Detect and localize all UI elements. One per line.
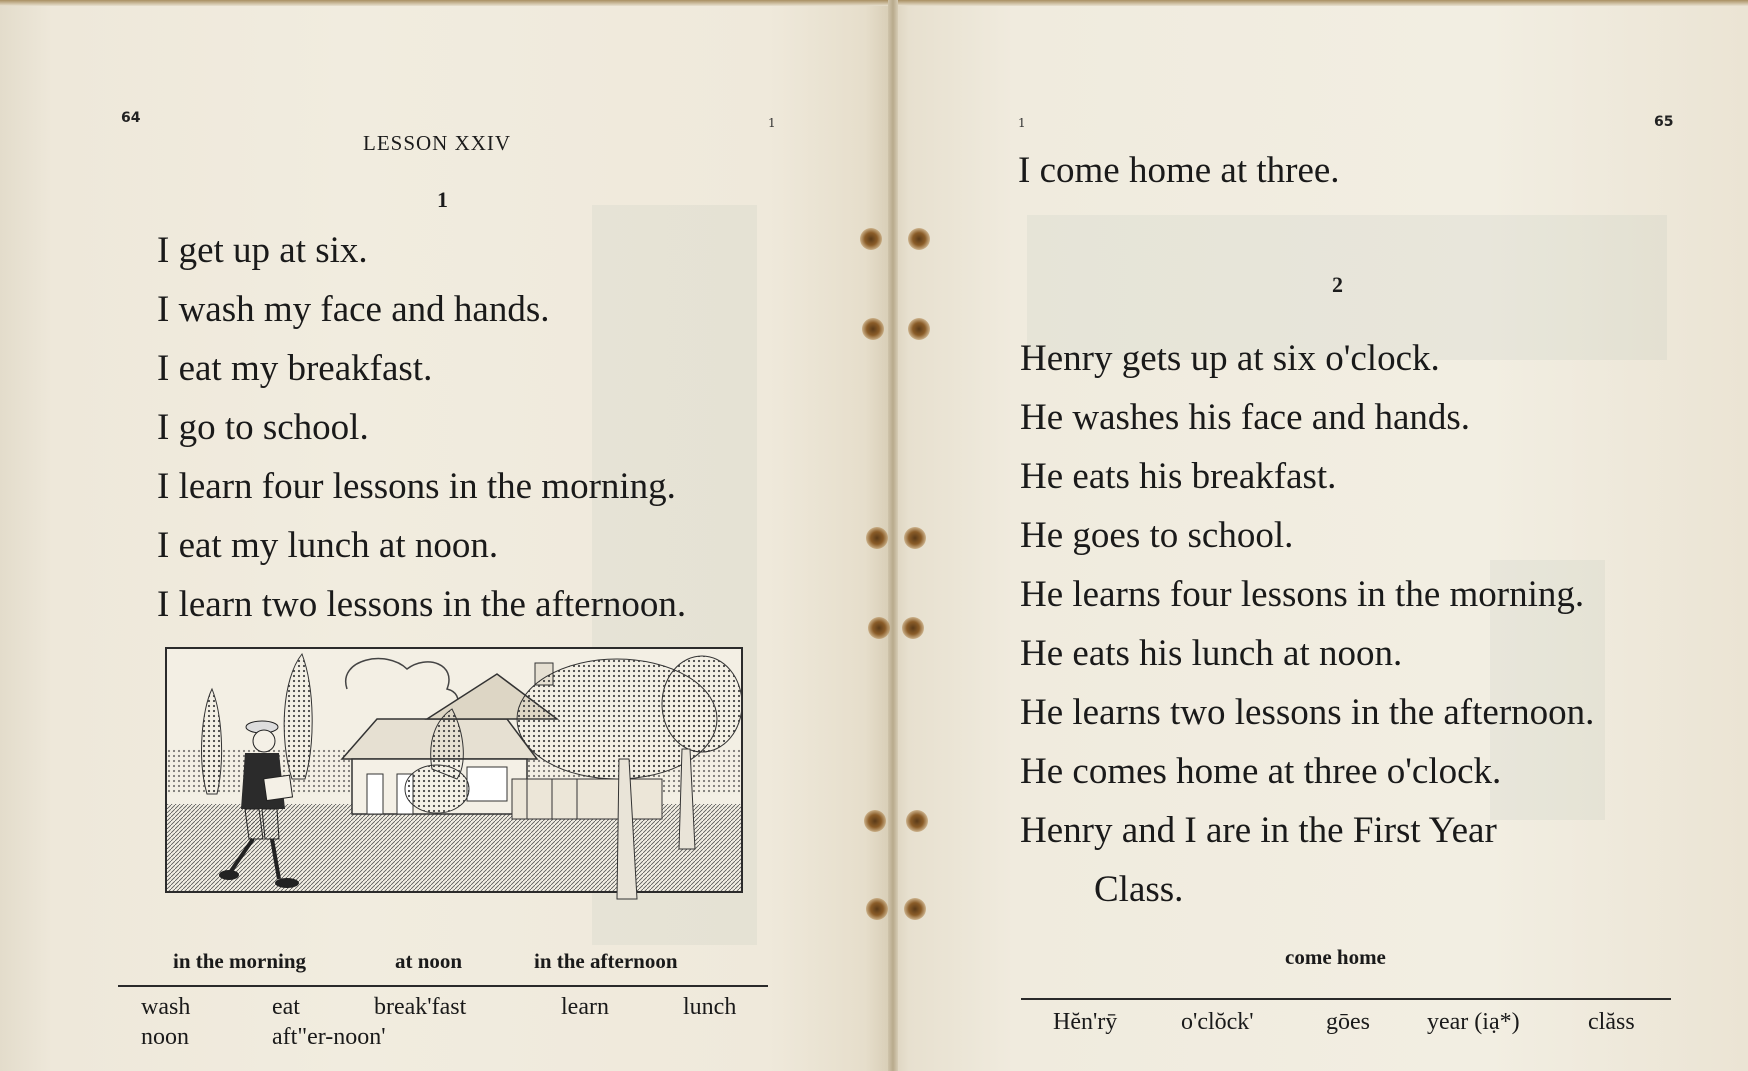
caption-afternoon: in the afternoon	[534, 949, 678, 973]
schoolhouse-illustration	[165, 647, 743, 893]
vocab-word: lunch	[683, 994, 737, 1020]
reading-line: I learn two lessons in the afternoon.	[157, 584, 687, 625]
reading-line: I go to school.	[157, 407, 369, 448]
reading-line: Class.	[1094, 869, 1184, 910]
vocab-word: eat	[272, 994, 300, 1020]
binding-hole	[908, 318, 930, 340]
vocab-word: clăss	[1588, 1009, 1635, 1035]
binding-hole	[904, 527, 926, 549]
vocab-word: learn	[561, 994, 609, 1020]
lesson-header: LESSON XXIV	[363, 131, 512, 155]
caption-come-home: come home	[1285, 945, 1386, 969]
schoolboy-walking-to-schoolhouse-illustration-icon	[167, 649, 741, 891]
binding-hole	[906, 810, 928, 832]
reading-line: He comes home at three o'clock.	[1020, 751, 1502, 792]
book-top-edge	[0, 0, 1748, 6]
binding-hole	[866, 898, 888, 920]
binding-hole	[902, 617, 924, 639]
reading-line: I come home at three.	[1018, 150, 1340, 191]
book-gutter	[888, 0, 898, 1071]
section-number-1: 1	[437, 187, 448, 212]
reading-line: Henry gets up at six o'clock.	[1020, 338, 1440, 379]
reading-line: I eat my lunch at noon.	[157, 525, 499, 566]
reading-line: He learns four lessons in the morning.	[1020, 574, 1585, 615]
binding-hole	[860, 228, 882, 250]
vocab-word: noon	[141, 1024, 189, 1050]
vocab-word: wash	[141, 994, 191, 1020]
left-corner-mark: 1	[768, 116, 776, 130]
vocab-word: o'clŏck'	[1181, 1009, 1254, 1035]
binding-hole	[864, 810, 886, 832]
right-corner-mark: 1	[1018, 116, 1026, 130]
reading-line: I get up at six.	[157, 230, 368, 271]
reading-line: He washes his face and hands.	[1020, 397, 1471, 438]
binding-hole	[868, 617, 890, 639]
reading-line: He goes to school.	[1020, 515, 1294, 556]
binding-hole	[908, 228, 930, 250]
binding-hole	[866, 527, 888, 549]
vocabulary-divider	[118, 985, 768, 987]
vocabulary-divider	[1021, 998, 1671, 1000]
caption-noon: at noon	[395, 949, 463, 973]
binding-hole	[904, 898, 926, 920]
reading-line: He learns two lessons in the afternoon.	[1020, 692, 1595, 733]
reading-line: He eats his lunch at noon.	[1020, 633, 1403, 674]
vocab-word: aft"er-noon'	[272, 1024, 386, 1050]
left-page-number: 64	[121, 110, 141, 126]
vocab-word: Hĕn'rȳ	[1053, 1009, 1118, 1035]
vocab-word: year (iạ*)	[1427, 1009, 1520, 1035]
reading-line: I wash my face and hands.	[157, 289, 550, 330]
caption-morning: in the morning	[173, 949, 307, 973]
binding-hole	[862, 318, 884, 340]
reading-line: I learn four lessons in the morning.	[157, 466, 676, 507]
reading-line: I eat my breakfast.	[157, 348, 433, 389]
section-number-2: 2	[1332, 272, 1343, 297]
reading-line: Henry and I are in the First Year	[1020, 810, 1497, 851]
vocab-word: gōes	[1326, 1009, 1370, 1035]
vocab-word: break'fast	[374, 994, 467, 1020]
reading-line: He eats his breakfast.	[1020, 456, 1337, 497]
right-page-number: 65	[1654, 114, 1674, 130]
